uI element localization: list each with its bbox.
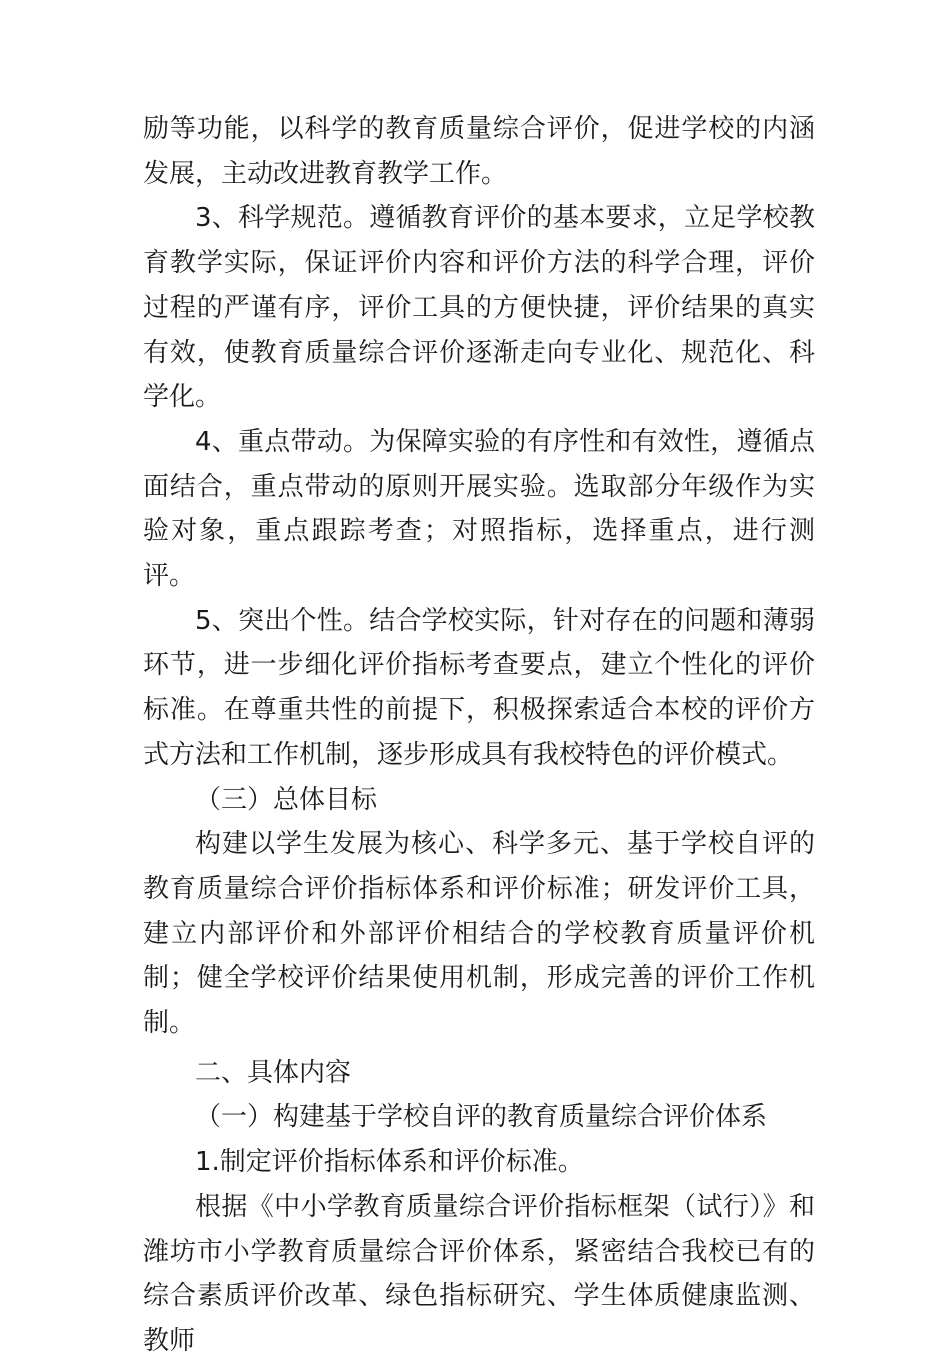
- heading-item-1: 1.制定评价指标体系和评价标准。: [195, 1147, 584, 1178]
- paragraph-continuation: 励等功能，以科学的教育质量综合评价，促进学校的内涵发展，主动改进教育教学工作。: [143, 114, 815, 189]
- paragraph-overall-goal: 构建以学生发展为核心、科学多元、基于学校自评的教育质量综合评价指标体系和评价标准；研发评价工具，建立内部评价和外部评价相结合的学校教育质量评价机制；健全学校评价结果使用机制，形成完善的评价工作机制。: [143, 829, 815, 1039]
- paragraph-principle-3: 3、科学规范。遵循教育评价的基本要求，立足学校教育教学实际，保证评价内容和评价方法的科学合理，评价过程的严谨有序，评价工具的方便快捷，评价结果的真实有效，使教育质量综合评价逐渐走向专业化、规范化、科学化。: [143, 203, 815, 413]
- heading-section-2: 二、具体内容: [195, 1057, 352, 1088]
- document-body: [143, 107, 815, 1364]
- paragraph-principle-5: 5、突出个性。结合学校实际，针对存在的问题和薄弱环节，进一步细化评价指标考查要点，建立个性化的评价标准。在尊重共性的前提下，积极探索适合本校的评价方式方法和工作机制，逐步形成具有我校特色的评价模式。: [143, 605, 815, 770]
- heading-overall-goal: （三）总体目标: [195, 784, 378, 815]
- paragraph-principle-4: 4、重点带动。为保障实验的有序性和有效性，遵循点面结合，重点带动的原则开展实验。选取部分年级作为实验对象，重点跟踪考查；对照指标，选择重点，进行测评。: [143, 426, 815, 592]
- heading-subsection-1: （一）构建基于学校自评的教育质量综合评价体系: [195, 1102, 768, 1133]
- paragraph-basis: 根据《中小学教育质量综合评价指标框架（试行）》和潍坊市小学教育质量综合评价体系，紧密结合我校已有的综合素质评价改革、绿色指标研究、学生体质健康监测、教师: [143, 1191, 815, 1356]
